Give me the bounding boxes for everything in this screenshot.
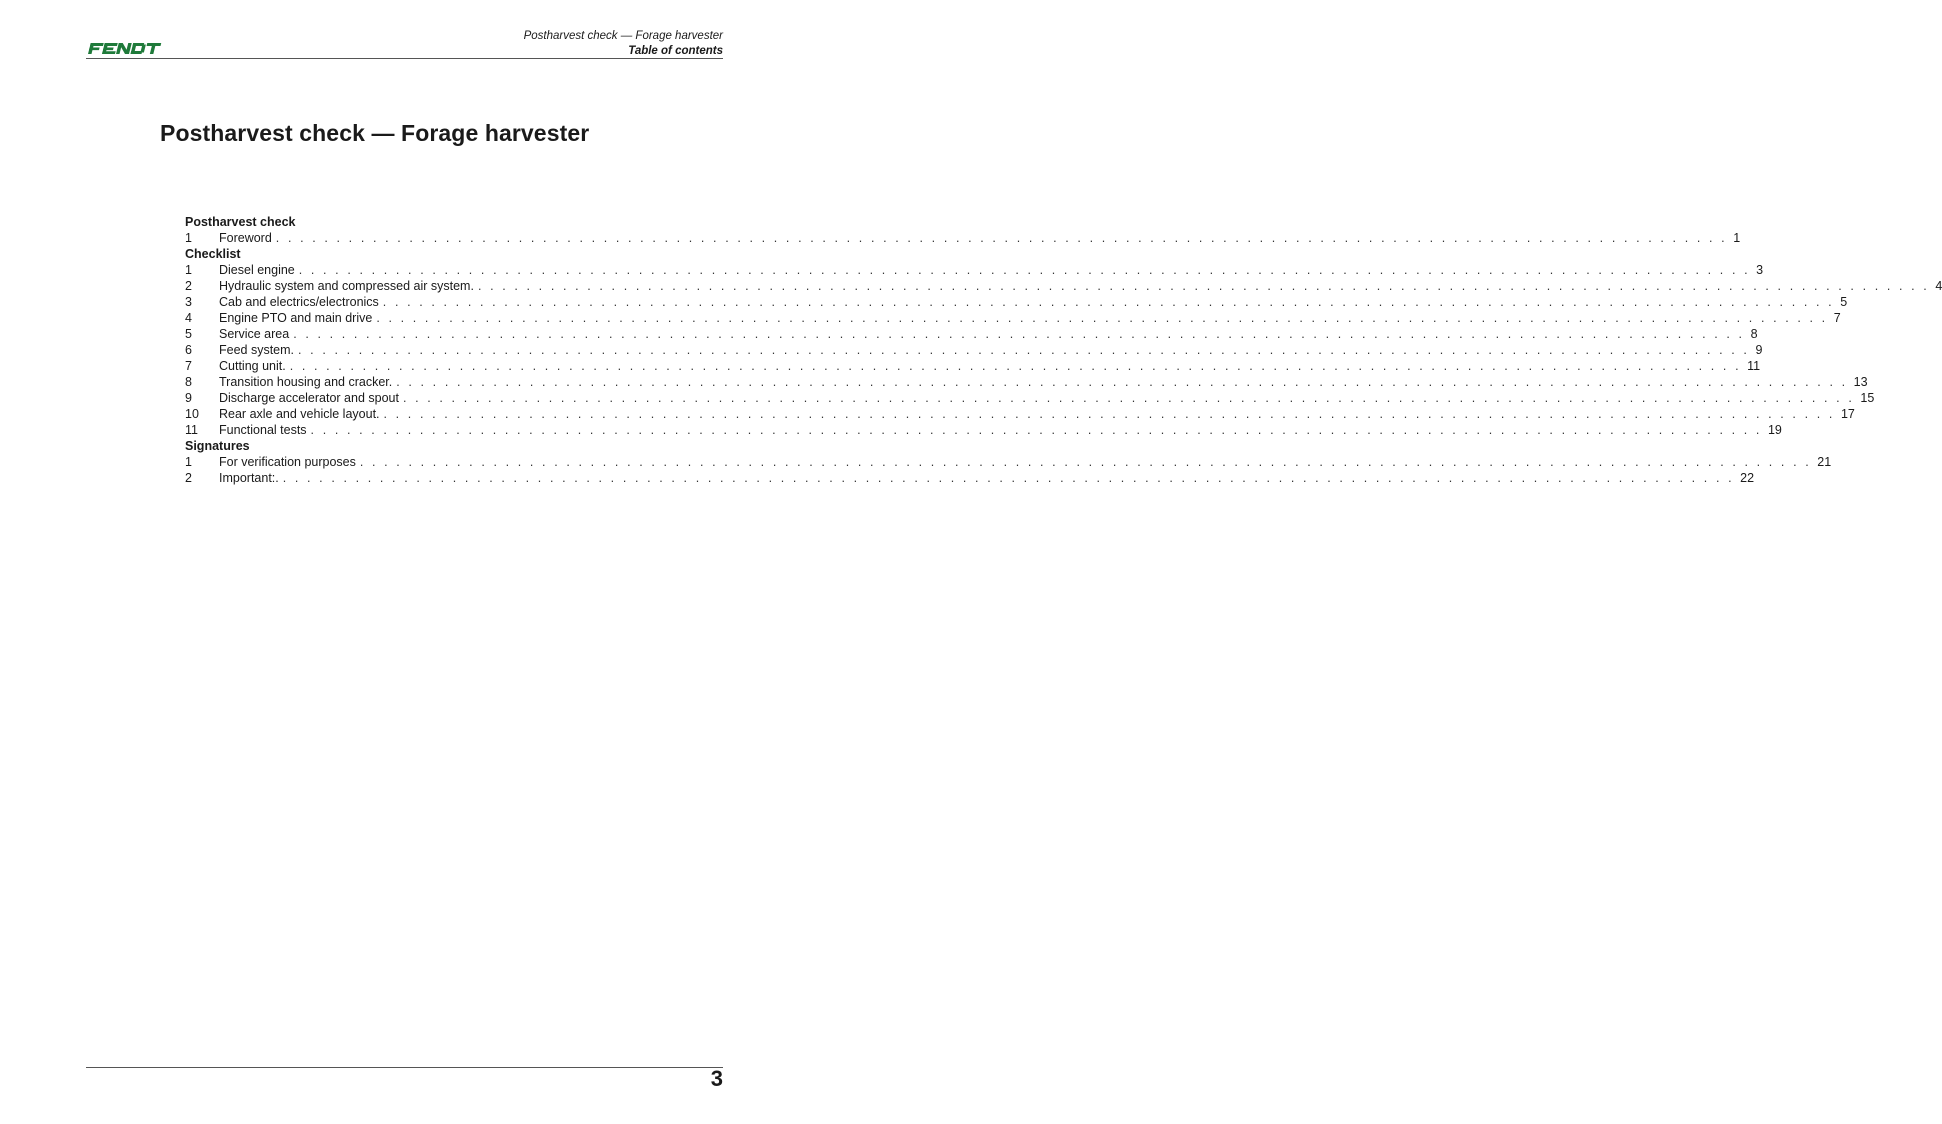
fendt-logo <box>86 38 166 58</box>
toc-dot-leader: . . . . . . . . . . . . . . . . . . . . . . . . . . . . . . . . . . . . . . . . . . . . . . . . . . . . . . . . . . . . . . . . . . . . . . . . . . . . . . . . . . . . . . . . . . . . . . . . . . . . . . . . . . . . . . . . . . . . . . . . <box>383 407 1835 421</box>
toc-entry-page: 17 <box>1840 407 1855 421</box>
toc-entry-number: 1 <box>185 263 192 277</box>
toc-entry-title: Transition housing and cracker. <box>219 375 393 389</box>
toc-entry-page: 8 <box>1750 327 1758 341</box>
toc-entry-number: 9 <box>185 391 192 405</box>
toc-entry[interactable] <box>185 406 1855 422</box>
running-header <box>524 29 723 59</box>
toc-entry-number: 1 <box>185 231 192 245</box>
toc-entry-title: Feed system. <box>219 343 295 357</box>
toc-entry-title: Engine PTO and main drive <box>219 311 373 325</box>
toc-entry-page: 19 <box>1767 423 1782 437</box>
toc-entry-title: Cab and electrics/electronics <box>219 295 379 309</box>
toc-entry-page: 21 <box>1817 455 1832 469</box>
toc-entry-number: 11 <box>185 423 198 437</box>
toc-dot-leader: . . . . . . . . . . . . . . . . . . . . . . . . . . . . . . . . . . . . . . . . . . . . . . . . . . . . . . . . . . . . . . . . . . . . . . . . . . . . . . . . . . . . . . . . . . . . . . . . . . . . . . . . . . . . . . . . . . . . . . . . <box>293 327 1745 341</box>
toc-entry-title: Functional tests <box>219 423 307 437</box>
toc-entry-number: 3 <box>185 295 192 309</box>
toc-entry[interactable] <box>185 470 1755 486</box>
toc-entry-title: Rear axle and vehicle layout. <box>219 407 380 421</box>
toc-entry[interactable] <box>185 422 1782 438</box>
toc-entry-page: 5 <box>1840 295 1848 309</box>
toc-entry[interactable] <box>185 294 1848 310</box>
toc-entry-page: 7 <box>1833 311 1841 325</box>
table-of-contents <box>185 214 1942 486</box>
footer-rule <box>86 1067 723 1068</box>
toc-entry-title: Service area <box>219 327 290 341</box>
toc-entry[interactable] <box>185 326 1758 342</box>
toc-entry-title: Cutting unit. <box>219 359 286 373</box>
toc-entry-title: For verification purposes <box>219 455 356 469</box>
toc-entry[interactable] <box>185 230 1741 246</box>
toc-entry-number: 6 <box>185 343 192 357</box>
toc-entry-page: 11 <box>1747 359 1761 373</box>
toc-entry-title: Hydraulic system and compressed air system. <box>219 279 474 293</box>
header-rule <box>86 58 723 59</box>
toc-dot-leader: . . . . . . . . . . . . . . . . . . . . . . . . . . . . . . . . . . . . . . . . . . . . . . . . . . . . . . . . . . . . . . . . . . . . . . . . . . . . . . . . . . . . . . . . . . . . . . . . . . . . . . . . . . . . . . . . . . . . . . . . <box>359 455 1812 469</box>
toc-section-heading: Postharvest check <box>185 215 296 229</box>
toc-dot-leader: . . . . . . . . . . . . . . . . . . . . . . . . . . . . . . . . . . . . . . . . . . . . . . . . . . . . . . . . . . . . . . . . . . . . . . . . . . . . . . . . . . . . . . . . . . . . . . . . . . . . . . . . . . . . . . . . . . . . . . . . <box>298 263 1751 277</box>
toc-entry-page: 15 <box>1860 391 1875 405</box>
toc-entry-page: 9 <box>1755 343 1763 357</box>
toc-entry-number: 2 <box>185 471 192 485</box>
toc-entry-title: Discharge accelerator and spout <box>219 391 399 405</box>
toc-entry[interactable] <box>185 454 1832 470</box>
toc-dot-leader: . . . . . . . . . . . . . . . . . . . . . . . . . . . . . . . . . . . . . . . . . . . . . . . . . . . . . . . . . . . . . . . . . . . . . . . . . . . . . . . . . . . . . . . . . . . . . . . . . . . . . . . . . . . . . . . . . . . . . . . . <box>382 295 1835 309</box>
toc-entry-title: Diesel engine <box>219 263 295 277</box>
toc-dot-leader: . . . . . . . . . . . . . . . . . . . . . . . . . . . . . . . . . . . . . . . . . . . . . . . . . . . . . . . . . . . . . . . . . . . . . . . . . . . . . . . . . . . . . . . . . . . . . . . . . . . . . . . . . . . . . . . . . . . . . . . . <box>289 359 1742 373</box>
toc-dot-leader: . . . . . . . . . . . . . . . . . . . . . . . . . . . . . . . . . . . . . . . . . . . . . . . . . . . . . . . . . . . . . . . . . . . . . . . . . . . . . . . . . . . . . . . . . . . . . . . . . . . . . . . . . . . . . . . . . . . . . . . . <box>275 231 1728 245</box>
toc-entry-number: 2 <box>185 279 192 293</box>
toc-entry-page: 22 <box>1740 471 1755 485</box>
toc-entry-page: 13 <box>1853 375 1868 389</box>
header-section: Table of contents <box>628 45 723 57</box>
toc-dot-leader: . . . . . . . . . . . . . . . . . . . . . . . . . . . . . . . . . . . . . . . . . . . . . . . . . . . . . . . . . . . . . . . . . . . . . . . . . . . . . . . . . . . . . . . . . . . . . . . . . . . . . . . . . . . . . . . . . . . . . . . . <box>402 391 1855 405</box>
toc-entry[interactable] <box>185 278 1942 294</box>
toc-dot-leader: . . . . . . . . . . . . . . . . . . . . . . . . . . . . . . . . . . . . . . . . . . . . . . . . . . . . . . . . . . . . . . . . . . . . . . . . . . . . . . . . . . . . . . . . . . . . . . . . . . . . . . . . . . . . . . . . . . . . . . . . <box>396 375 1848 389</box>
toc-section-heading: Checklist <box>185 247 241 261</box>
toc-dot-leader: . . . . . . . . . . . . . . . . . . . . . . . . . . . . . . . . . . . . . . . . . . . . . . . . . . . . . . . . . . . . . . . . . . . . . . . . . . . . . . . . . . . . . . . . . . . . . . . . . . . . . . . . . . . . . . . . . . . . . . . . <box>477 279 1930 293</box>
toc-entry-page: 3 <box>1756 263 1764 277</box>
toc-entry[interactable] <box>185 262 1764 278</box>
toc-entry[interactable] <box>185 310 1841 326</box>
toc-dot-leader: . . . . . . . . . . . . . . . . . . . . . . . . . . . . . . . . . . . . . . . . . . . . . . . . . . . . . . . . . . . . . . . . . . . . . . . . . . . . . . . . . . . . . . . . . . . . . . . . . . . . . . . . . . . . . . . . . . . . . . . . <box>298 343 1750 357</box>
toc-dot-leader: . . . . . . . . . . . . . . . . . . . . . . . . . . . . . . . . . . . . . . . . . . . . . . . . . . . . . . . . . . . . . . . . . . . . . . . . . . . . . . . . . . . . . . . . . . . . . . . . . . . . . . . . . . . . . . . . . . . . . . . . <box>282 471 1735 485</box>
toc-dot-leader: . . . . . . . . . . . . . . . . . . . . . . . . . . . . . . . . . . . . . . . . . . . . . . . . . . . . . . . . . . . . . . . . . . . . . . . . . . . . . . . . . . . . . . . . . . . . . . . . . . . . . . . . . . . . . . . . . . . . . . . . <box>376 311 1828 325</box>
page-title: Postharvest check — Forage harvester <box>160 120 590 146</box>
toc-entry-number: 1 <box>185 455 192 469</box>
toc-entry-page: 4 <box>1935 279 1942 293</box>
toc-entry-number: 5 <box>185 327 192 341</box>
toc-entry[interactable] <box>185 358 1761 374</box>
toc-entry-title: Important:. <box>219 471 279 485</box>
fendt-logo-graphic <box>86 38 166 58</box>
toc-entry-number: 8 <box>185 375 192 389</box>
toc-entry-number: 7 <box>185 359 192 373</box>
toc-entry-page: 1 <box>1733 231 1741 245</box>
toc-entry[interactable] <box>185 390 1875 406</box>
toc-entry-title: Foreword <box>219 231 272 245</box>
header-doc-title: Postharvest check — Forage harvester <box>523 30 723 42</box>
toc-dot-leader: . . . . . . . . . . . . . . . . . . . . . . . . . . . . . . . . . . . . . . . . . . . . . . . . . . . . . . . . . . . . . . . . . . . . . . . . . . . . . . . . . . . . . . . . . . . . . . . . . . . . . . . . . . . . . . . . . . . . . . . . <box>310 423 1762 437</box>
toc-entry-number: 10 <box>185 407 199 421</box>
toc-entry[interactable] <box>185 374 1868 390</box>
toc-entry[interactable] <box>185 342 1763 358</box>
toc-entry-number: 4 <box>185 311 192 325</box>
toc-section-heading: Signatures <box>185 439 250 453</box>
page-number: 3 <box>710 1066 723 1091</box>
